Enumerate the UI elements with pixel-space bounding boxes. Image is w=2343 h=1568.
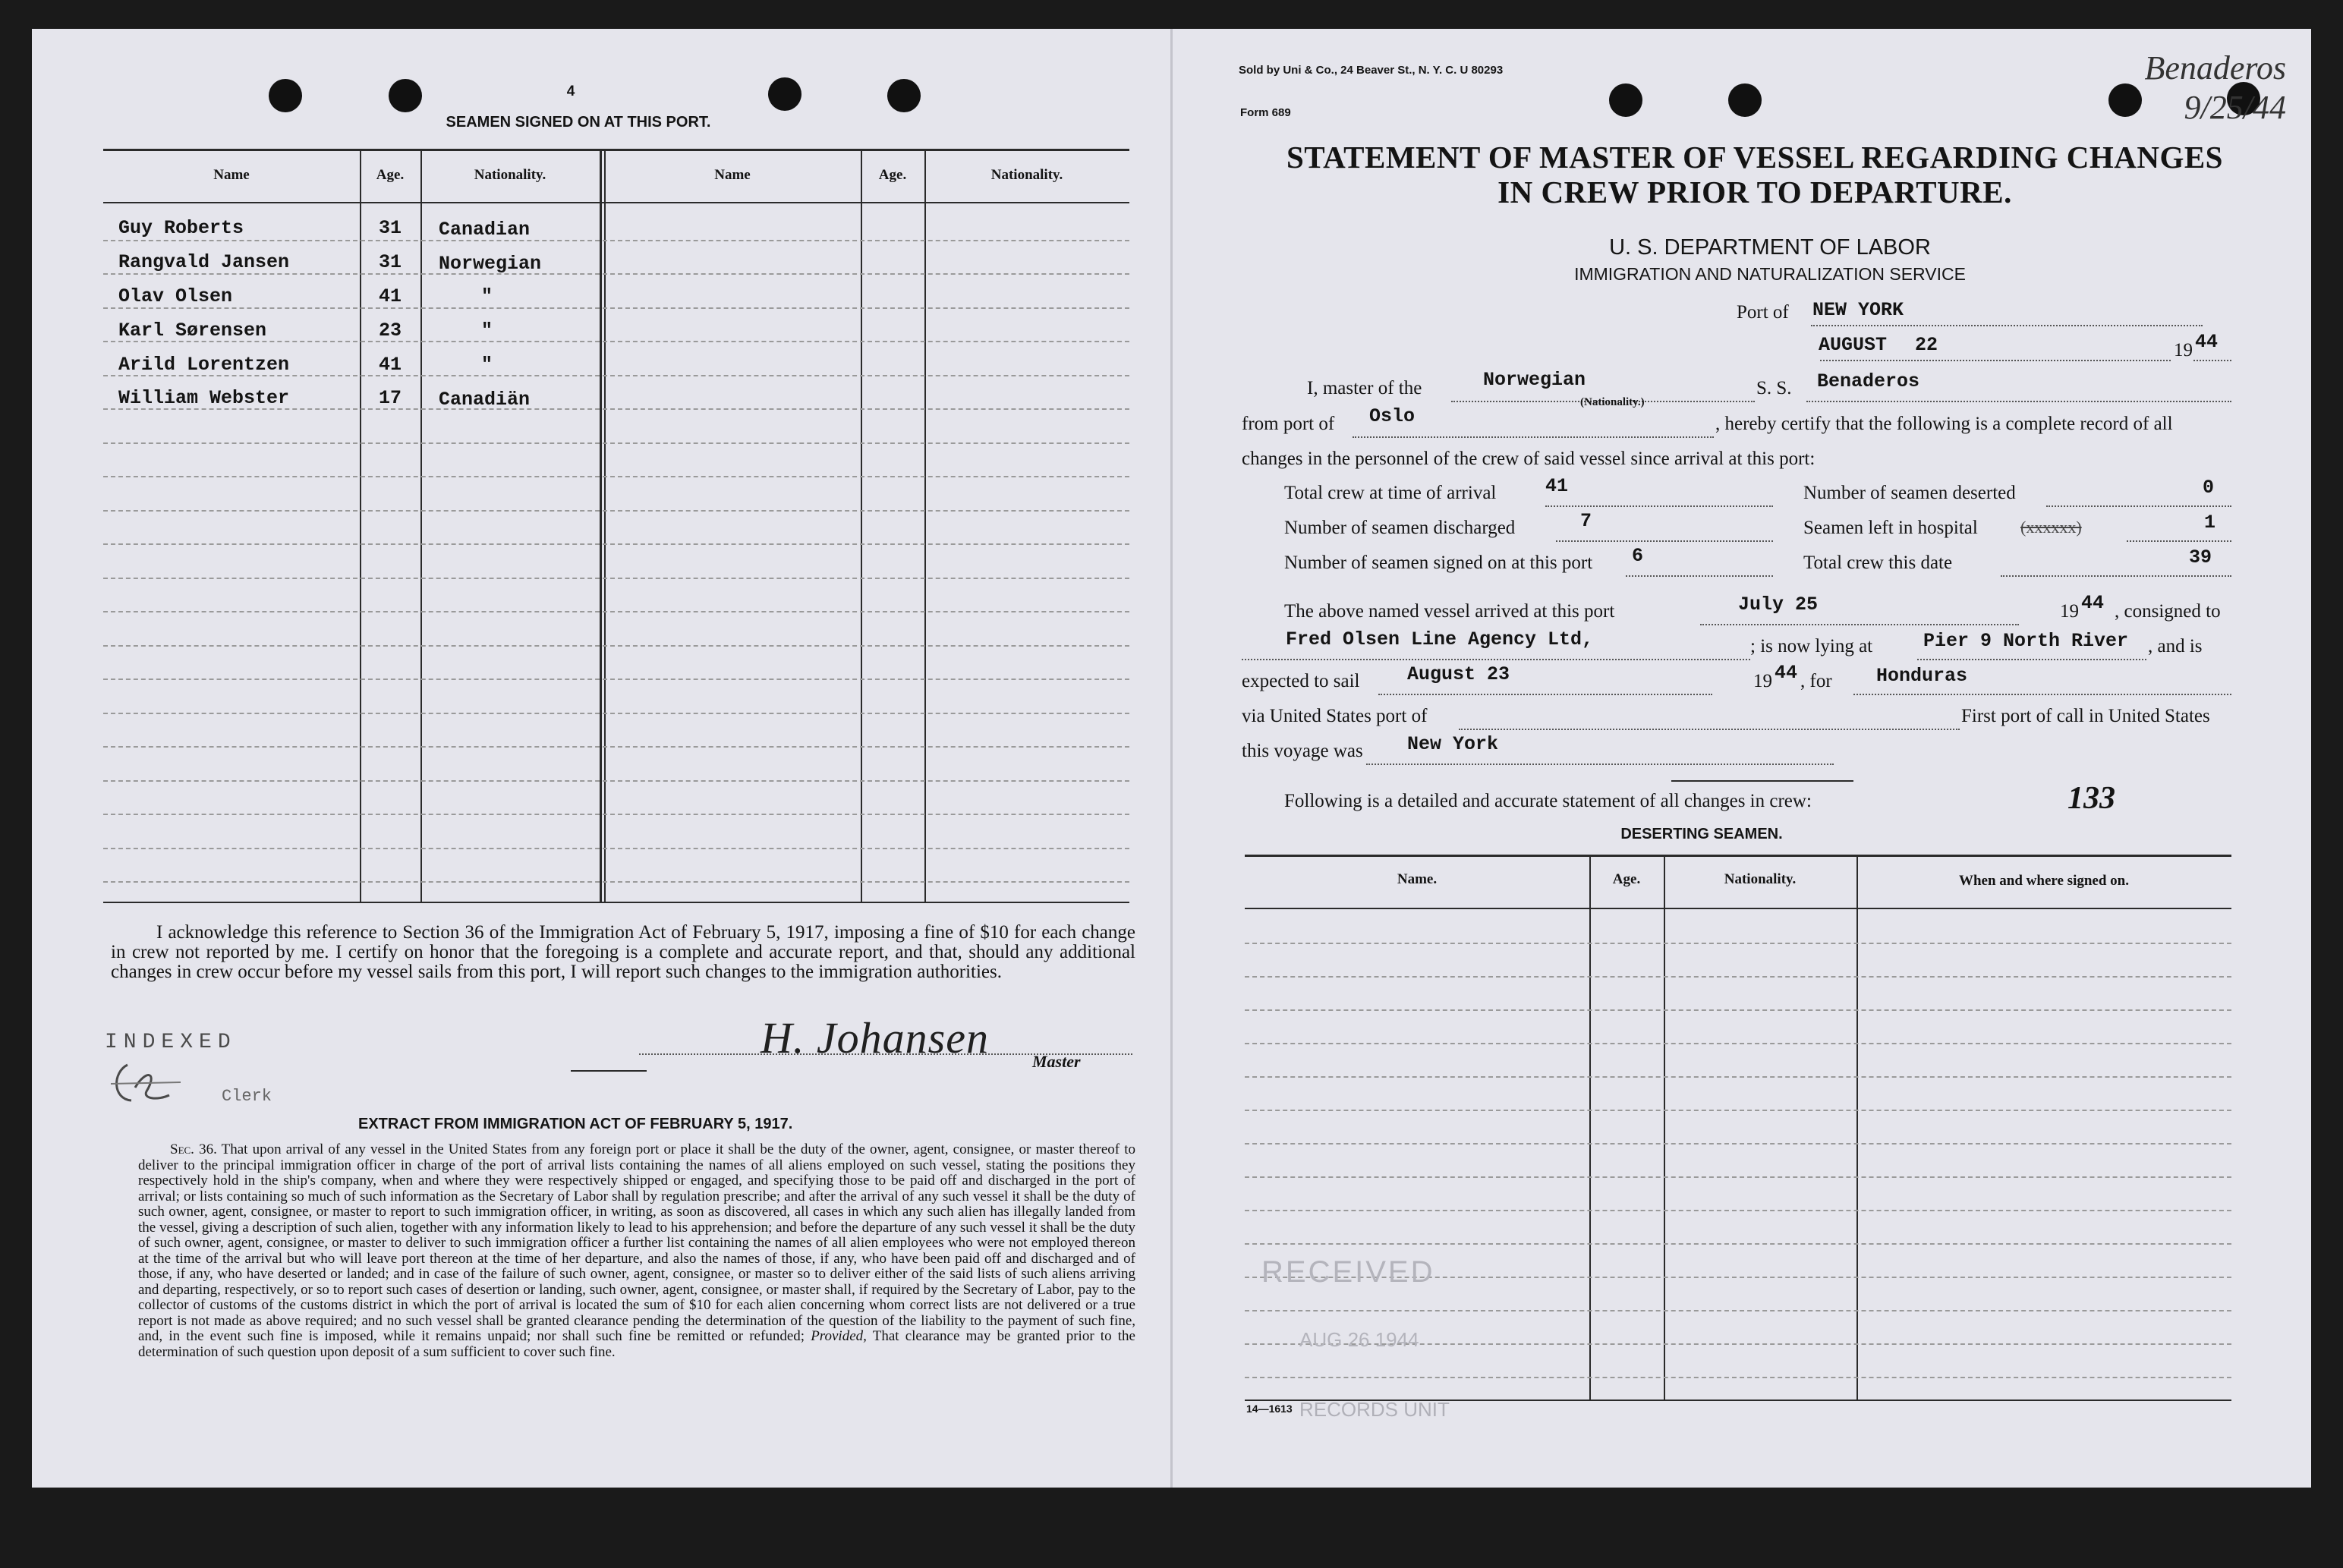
punch-hole [887,79,921,112]
column-divider [924,149,926,903]
year-prefix: 19 [2174,340,2193,361]
arrived-year: 44 [2081,592,2105,614]
deserting-col-nationality: Nationality. [1724,871,1797,887]
form-title-line1: STATEMENT OF MASTER OF VESSEL REGARDING CHANGES [1286,140,2223,175]
records-unit-stamp: RECORDS UNIT [1299,1398,1450,1421]
punch-hole [1728,83,1762,117]
stat-line [2001,575,2231,577]
ruled-line [1245,1176,2231,1178]
total-crew-arrival-label: Total crew at time of arrival [1284,483,1497,503]
ruled-line [103,307,1129,309]
seamen-hospital-value: 1 [2204,512,2216,534]
first-port-label: First port of call in United States [1961,706,2210,726]
ruled-line [1245,1310,2231,1311]
printer-line: Sold by Uni & Co., 24 Beaver St., N. Y. C. U 80293 [1239,64,1504,77]
expected-label: expected to sail [1242,671,1360,691]
and-is-label: , and is [2148,636,2203,656]
seaman-nationality: Canadiän [439,389,531,411]
agent-line [1242,659,1750,660]
stat-line [1545,505,1773,507]
ruled-line [103,746,1129,748]
ruled-line [103,881,1129,883]
page-number: 4 [566,83,575,99]
ruled-line [1245,943,2231,944]
seaman-nationality: Canadian [439,219,531,241]
master-label: Master [1032,1052,1081,1071]
nationality-caption: (Nationality.) [1580,396,1645,408]
from-port-line [1353,436,1714,438]
agent-value: Fred Olsen Line Agency Ltd, [1286,628,1594,650]
date-value: AUGUST 22 [1819,334,1938,356]
service-name: IMMIGRATION AND NATURALIZATION SERVICE [1574,264,1966,284]
ruled-line [103,578,1129,579]
via-label: via United States port of [1242,706,1428,726]
ruled-line [1245,1143,2231,1145]
ship-line [1806,401,2231,402]
indexed-stamp: INDEXED [105,1031,237,1054]
arrived-label: The above named vessel arrived at this port [1284,601,1615,622]
ruled-line [1245,1043,2231,1044]
voyage-label: this voyage was [1242,741,1363,761]
ss-label: S. S. [1756,378,1792,398]
clerk-initials [105,1053,196,1114]
destination-value: Honduras [1876,665,1968,687]
form-number: Form 689 [1240,106,1291,119]
seaman-nationality: Norwegian [439,253,542,275]
punch-hole [389,79,422,112]
port-value: NEW YORK [1812,299,1904,321]
seaman-name: Guy Roberts [118,217,244,239]
ruled-line [103,713,1129,714]
total-crew-date-label: Total crew this date [1803,553,1953,573]
ruled-line [103,442,1129,444]
consigned-label: , consigned to [2115,601,2221,622]
ruled-line [103,510,1129,512]
extract-rule [571,1070,647,1072]
received-stamp: RECEIVED [1261,1255,1435,1289]
column-divider [1856,855,1858,1400]
lying-label: ; is now lying at [1750,636,1873,656]
deserting-col-name: Name. [1397,871,1438,887]
seamen-hospital-label: Seamen left in hospital [1803,518,1978,538]
total-crew-arrival-value: 41 [1545,475,1569,497]
seaman-age: 41 [378,354,402,376]
extract-title: EXTRACT FROM IMMIGRATION ACT OF FEBRUARY 5, 1917. [358,1116,793,1132]
seamen-discharged-value: 7 [1580,510,1592,532]
seaman-nationality: " [481,285,493,307]
ruled-line [103,611,1129,612]
col-header-name-2: Name [714,167,751,183]
total-crew-date-value: 39 [2189,546,2212,568]
ruled-line [1245,1377,2231,1378]
punch-hole [768,77,801,111]
column-divider [1589,855,1591,1400]
ruled-line [1245,1110,2231,1111]
sail-value: August 23 [1407,663,1510,685]
seaman-age: 17 [378,387,402,409]
extract-proviso: That clearance may be granted prior to the determination of such question upon deposit of a sum sufficient to cover such fine. [138,1328,1135,1360]
acknowledgement-text: I acknowledge this reference to Section 36 of the Immigration Act of February 5, 1917, imposing a fine of $10 for each change in crew not reported by me. I certify on honor that the foregoing is a complete and accurate report, and that, should any additional changes in crew occur before my vessel sails from this port, I will report such changes to the immigration authorities. [111,922,1135,982]
seamen-signed-on-label: Number of seamen signed on at this port [1284,553,1593,573]
punch-hole [269,79,302,112]
table-bottom-rule [103,902,1129,903]
certify-text: , hereby certify that the following is a complete record of all [1715,414,2173,434]
seaman-name: Arild Lorentzen [118,354,290,376]
port-line [1811,325,2203,326]
column-divider [861,149,862,903]
master-signature: H. Johansen [761,1013,989,1063]
arrived-year-prefix: 19 [2060,601,2079,622]
for-label: , for [1800,671,1832,691]
changes-text: changes in the personnel of the crew of said vessel since arrival at this port: [1242,449,1816,469]
ruled-line [1245,976,2231,978]
seaman-age: 31 [378,251,402,273]
form-title [1216,140,2294,209]
seaman-name: Olav Olsen [118,285,233,307]
section-title: SEAMEN SIGNED ON AT THIS PORT. [446,114,711,131]
first-port-value: New York [1407,733,1499,755]
extract-body: That upon arrival of any vessel in the United States from any foreign port or place it shall be the duty of the owner, agent, consignee, or master thereof to deliver to the principal immigration officer in charge of the port of arrival lists containing the names of all aliens employed on such vessel, stating the positions they respectively hold in the ship's company, when and where they were respectively shipped or engaged, and specifying those to be paid off and discharged in the port of arrival; or lists containing so much of such information as the Secretary of Labor shall by regulation prescribe; and after the arrival of any such vessel it shall be the duty of such owner, agent, consignee, or master to report to such immigration officer, in writing, as soon as discovered, all cases in which any such alien has illegally landed from the vessel, giving a description of such alien, together with any information likely to lead to his apprehension; and before the departure of any such vessel it shall be the duty of such owner, agent, consignee, or master to deliver to such immigration officer a further list containing the names of all alien employees who were not employed thereon at the time of the arrival but who will leave port thereon at the time of her departure, and also the names of those, if any, who have been paid off and discharged and of those, if any, who have deserted or landed; and in case of the failure of such owner, agent, consignee, or master so to deliver either of the said lists of such aliens arriving and departing, respectively, or so to report such cases of desertion or landing, such owner, agent, consignee, or master shall, if required by the Secretary of Labor, pay to the collector of customs of the customs district in which the port of arrival is located the sum of $10 for each alien concerning whom correct lists are not delivered or a true report is not made as above required; and no such vessel shall be granted clearance pending the determination of the question of the liability to the payment of such fine, and, in the event such fine is imposed, while it remains unpaid; nor shall such fine be remitted or refunded; [138,1141,1135,1344]
col-header-nationality-2: Nationality. [990,167,1063,183]
seaman-name: Karl Sørensen [118,320,267,342]
master-of-label: I, master of the [1307,378,1422,398]
form-title-line2: IN CREW PRIOR TO DEPARTURE. [1497,175,2012,209]
date-line [1820,360,2171,361]
column-divider [600,149,602,903]
seaman-name: Rangvald Jansen [118,251,290,273]
deserting-table-top [1245,855,2231,857]
pier-value: Pier 9 North River [1923,630,2129,652]
column-divider [604,149,606,903]
seaman-age: 41 [378,285,402,307]
vessel-nationality: Norwegian [1483,369,1586,391]
deserting-table-header-rule [1245,908,2231,909]
stat-line [1626,575,1773,577]
stat-line [2046,505,2231,507]
ruled-line [103,848,1129,849]
from-port-label: from port of [1242,414,1335,434]
sail-year-prefix: 19 [1753,671,1772,691]
col-header-name: Name [213,167,250,183]
ruled-line [1245,1210,2231,1211]
year-line [2193,360,2231,361]
sail-year: 44 [1775,662,1798,684]
following-text: Following is a detailed and accurate statement of all changes in crew: [1284,791,1812,811]
ruled-line [103,273,1129,275]
seaman-nationality: " [481,354,493,376]
column-divider [1664,855,1665,1400]
hospital-struck-text: (xxxxxx) [2020,518,2082,537]
table-top-rule [103,149,1129,151]
deserting-col-signed-on: When and where signed on. [1958,873,2129,889]
stat-line [1556,540,1773,542]
seaman-nationality: " [481,320,493,342]
arrived-line [1700,624,2019,625]
seaman-age: 31 [378,217,402,239]
page-fold [1170,29,1173,1488]
seaman-name: William Webster [118,387,290,409]
seamen-deserted-value: 0 [2203,477,2215,499]
deserting-col-age: Age. [1612,871,1641,887]
stamp-number: 133 [2067,781,2115,816]
divider-rule [1671,780,1853,782]
ruled-line [1245,1009,2231,1011]
col-header-age-2: Age. [878,167,907,183]
corner-handwritten-note: Benaderos 9/25/44 [2144,49,2286,126]
sail-line [1378,694,1712,695]
arrived-value: July 25 [1738,594,1819,616]
footer-code: 14—1613 [1246,1403,1293,1415]
port-label: Port of [1737,302,1789,323]
clerk-label: Clerk [222,1087,272,1106]
col-header-age: Age. [376,167,405,183]
document-sheet [32,29,2311,1488]
seamen-discharged-label: Number of seamen discharged [1284,518,1516,538]
ruled-line [1245,1243,2231,1245]
received-date-stamp: AUG 26 1944 [1299,1328,1419,1351]
extract-section: Sec. 36. [170,1141,217,1157]
seamen-deserted-label: Number of seamen deserted [1803,483,2016,503]
extract-proviso-word: Provided, [811,1328,867,1344]
ruled-line [103,240,1129,241]
from-port-value: Oslo [1369,405,1416,427]
ruled-line [103,543,1129,545]
pier-line [1917,659,2146,660]
stat-line [2127,540,2231,542]
ruled-line [103,476,1129,477]
first-port-line [1366,764,1834,765]
extract-text [138,1142,1135,1360]
via-line [1459,729,1960,730]
seamen-signed-on-value: 6 [1632,545,1644,567]
destination-line [1853,694,2231,695]
ruled-line [103,814,1129,815]
ruled-line [103,780,1129,782]
col-header-nationality: Nationality. [474,167,546,183]
deserting-title: DESERTING SEAMEN. [1620,826,1783,842]
column-divider [420,149,422,903]
department-name: U. S. DEPARTMENT OF LABOR [1609,235,1931,260]
ship-name: Benaderos [1817,370,1920,392]
seaman-age: 23 [378,320,402,342]
year-value: 44 [2195,331,2219,353]
table-header-rule [103,202,1129,203]
ruled-line [1245,1076,2231,1078]
punch-hole [1609,83,1642,117]
ruled-line [103,645,1129,647]
ruled-line [103,679,1129,680]
